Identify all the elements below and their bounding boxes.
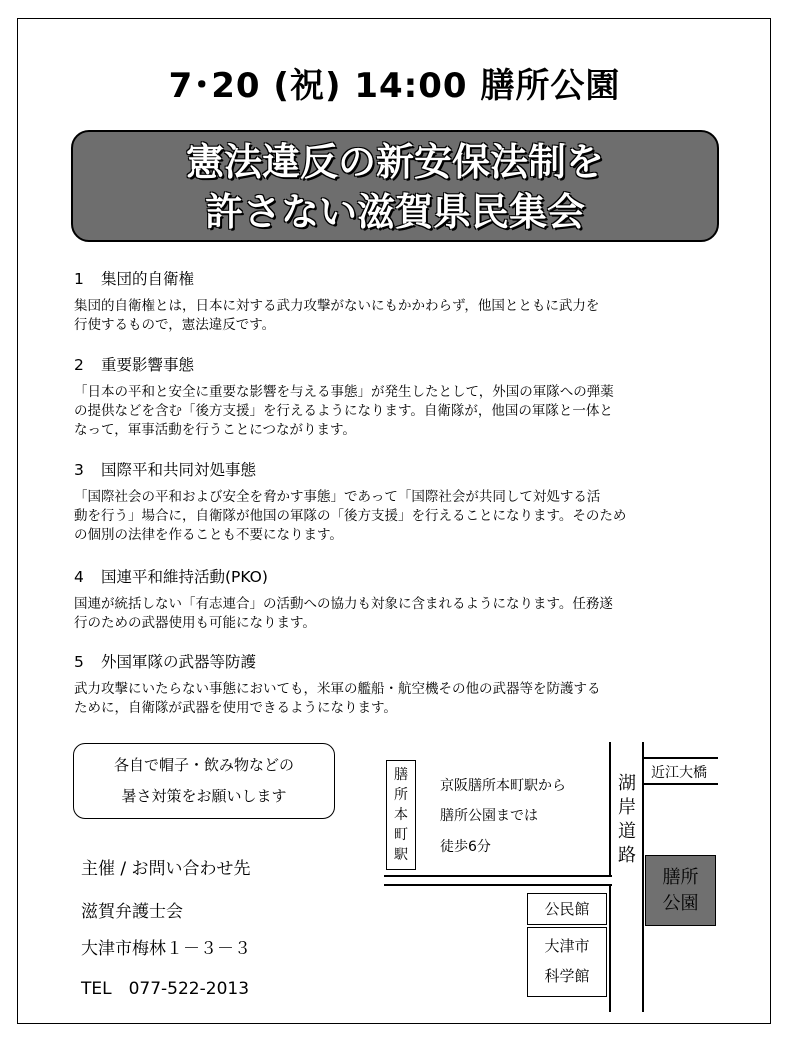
section-title: 国際平和共同対処事態	[100, 461, 256, 479]
station-char: 所	[394, 787, 408, 803]
bridge-road-top	[643, 757, 718, 759]
heat-notice-box	[73, 743, 335, 819]
event-title-line-2: 許さない滋賀県民集会	[204, 190, 585, 234]
section-heading	[74, 652, 714, 672]
station-char: 本	[394, 807, 408, 823]
notice-line-1: 各自で帽子・飲み物などの	[113, 756, 294, 774]
section-number: 3	[74, 461, 84, 479]
road-upper-horizontal	[384, 875, 612, 877]
section-number: 4	[74, 568, 84, 586]
community-hall-box	[527, 893, 607, 925]
body-line: 国連が統括しない「有志連合」の活動への協力も対象に含まれるようになります。任務遂	[74, 596, 613, 612]
road-char: 湖	[618, 773, 636, 794]
body-line: 「日本の平和と安全に重要な影響を与える事態」が発生したとして，外国の軍隊への弾薬	[74, 384, 614, 400]
station-char: 町	[394, 827, 408, 843]
section-number: 2	[74, 356, 84, 374]
station-label	[386, 760, 416, 870]
section-title: 外国軍隊の武器等防護	[100, 653, 256, 671]
section-number: 5	[74, 653, 84, 671]
road-lakeside-left-upper	[609, 742, 611, 877]
section-heading	[74, 567, 714, 587]
body-line: 「国際社会の平和および安全を脅かす事態」であって「国際社会が共同して対処する活	[74, 489, 601, 505]
body-line: の提供などを含む「後方支援」を行えるようになります。自衛隊が，他国の軍隊と一体と	[74, 403, 613, 419]
section-2	[74, 355, 714, 440]
section-title: 重要影響事態	[100, 356, 194, 374]
directions-line-3: 徒歩6分	[440, 839, 491, 855]
section-heading	[74, 460, 714, 480]
body-line: 動を行う」場合に，自衛隊が他国の軍隊の「後方支援」を行えることになります。そのため	[74, 508, 627, 524]
organizer-name: 滋賀弁護士会	[81, 902, 183, 922]
section-1	[74, 269, 714, 335]
bridge-label: 近江大橋	[651, 765, 707, 781]
bridge-road-bottom	[643, 783, 718, 785]
section-body	[74, 488, 714, 545]
park-label-line: 膳所	[662, 867, 699, 888]
body-line: 集団的自衛権とは，日本に対する武力攻撃がないにもかかわらず，他国とともに武力を	[74, 298, 600, 314]
event-datetime-place: 7･20 (祝) 14:00 膳所公園	[168, 66, 621, 106]
section-title: 集団的自衛権	[100, 270, 194, 288]
section-heading	[74, 269, 714, 289]
body-line: ために，自衛隊が武器を使用できるようになります。	[74, 700, 397, 716]
science-museum-label-line: 科学館	[544, 967, 590, 985]
section-number: 1	[74, 270, 84, 288]
road-char: 岸	[618, 797, 636, 818]
body-line: の個別の法律を作ることも不要になります。	[74, 527, 343, 543]
science-museum-label-line: 大津市	[544, 937, 590, 955]
section-body	[74, 595, 714, 633]
section-3	[74, 460, 714, 545]
section-4	[74, 567, 714, 633]
lakeside-road-label	[614, 772, 640, 868]
section-heading	[74, 355, 714, 375]
section-5	[74, 652, 714, 718]
community-hall-label: 公民館	[544, 900, 590, 918]
section-body	[74, 383, 714, 440]
station-char: 駅	[394, 847, 408, 863]
notice-line-2: 暑さ対策をお願いします	[121, 787, 287, 805]
section-body	[74, 680, 714, 718]
road-lakeside-left-lower	[609, 884, 611, 1012]
station-char: 膳	[394, 767, 408, 783]
section-body	[74, 297, 714, 335]
body-line: なって，軍事活動を行うことにつながります。	[74, 422, 356, 438]
road-char: 道	[618, 821, 636, 842]
section-title: 国連平和維持活動(PKO)	[100, 568, 268, 586]
event-title-banner	[71, 130, 719, 242]
body-line: 行使するもので，憲法違反です。	[74, 317, 276, 333]
directions-line-2: 膳所公園までは	[440, 808, 538, 824]
directions-line-1: 京阪膳所本町駅から	[440, 778, 566, 794]
organizer-tel: TEL 077-522-2013	[81, 979, 250, 999]
body-line: 武力攻撃にいたらない事態においても，米軍の艦船・航空機その他の武器等を防護する	[74, 681, 601, 697]
park-block	[645, 855, 716, 926]
park-label-line: 公園	[662, 893, 699, 914]
road-lower-horizontal	[384, 884, 612, 886]
science-museum-box	[527, 927, 607, 997]
road-char: 路	[618, 845, 636, 866]
organizer-heading: 主催 / お問い合わせ先	[81, 859, 251, 879]
event-title-line-1: 憲法違反の新安保法制を	[185, 140, 604, 184]
organizer-address: 大津市梅林１－３－３	[81, 939, 251, 959]
body-line: 行のための武器使用も可能になります。	[74, 615, 316, 631]
